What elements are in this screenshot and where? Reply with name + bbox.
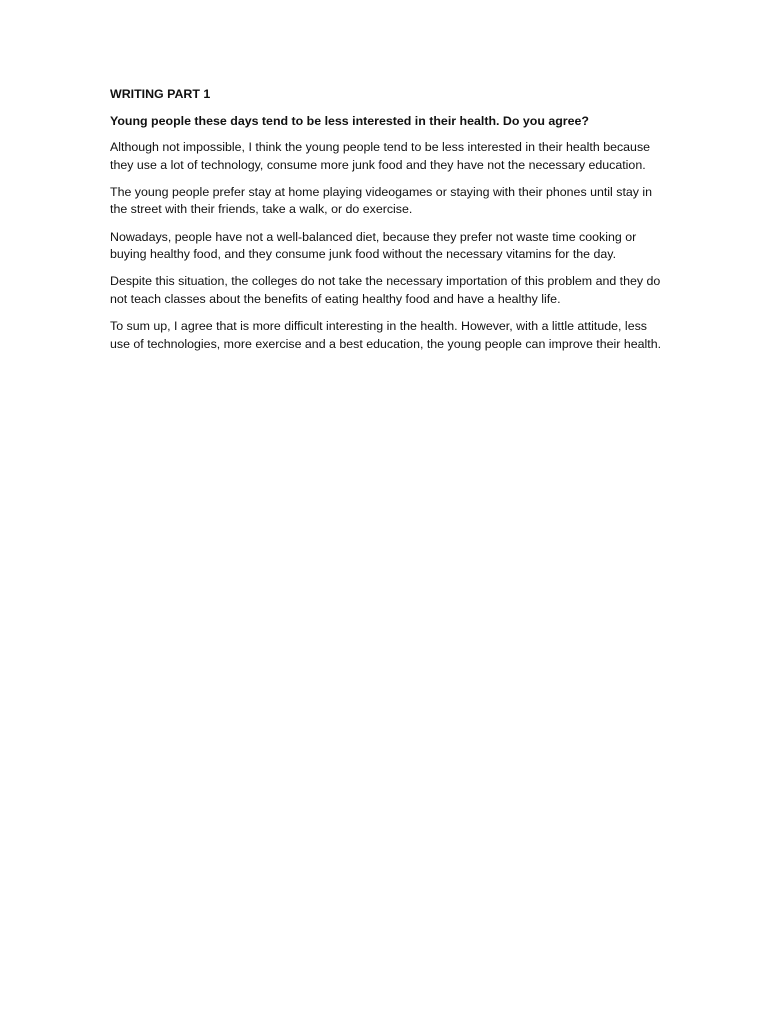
paragraph-technology: The young people prefer stay at home playing videogames or staying with their phones until stay in the street with their friends, take a walk, or do exercise. [110, 184, 653, 217]
essay-question: Young people these days tend to be less interested in their health. Do you agree? [110, 113, 589, 128]
paragraph-diet: Nowadays, people have not a well-balanced diet, because they prefer not waste time cooking or buying healthy food, and they consume junk food without the necessary vitamins for the day. [110, 229, 637, 262]
paragraph-conclusion: To sum up, I agree that is more difficult interesting in the health. However, with a little attitude, less use of technologies, more exercise and a best education, the young people can improve their health. [110, 318, 662, 351]
document-body [110, 86, 662, 363]
paragraph-intro: Although not impossible, I think the young people tend to be less interested in their health because they use a lot of technology, consume more junk food and they have not the necessary education. [110, 140, 651, 172]
paragraph-education: Despite this situation, the colleges do not take the necessary importation of this problem and they do not teach classes about the benefits of eating healthy food and have a healthy life. [110, 274, 661, 306]
document-heading: WRITING PART 1 [110, 87, 211, 101]
